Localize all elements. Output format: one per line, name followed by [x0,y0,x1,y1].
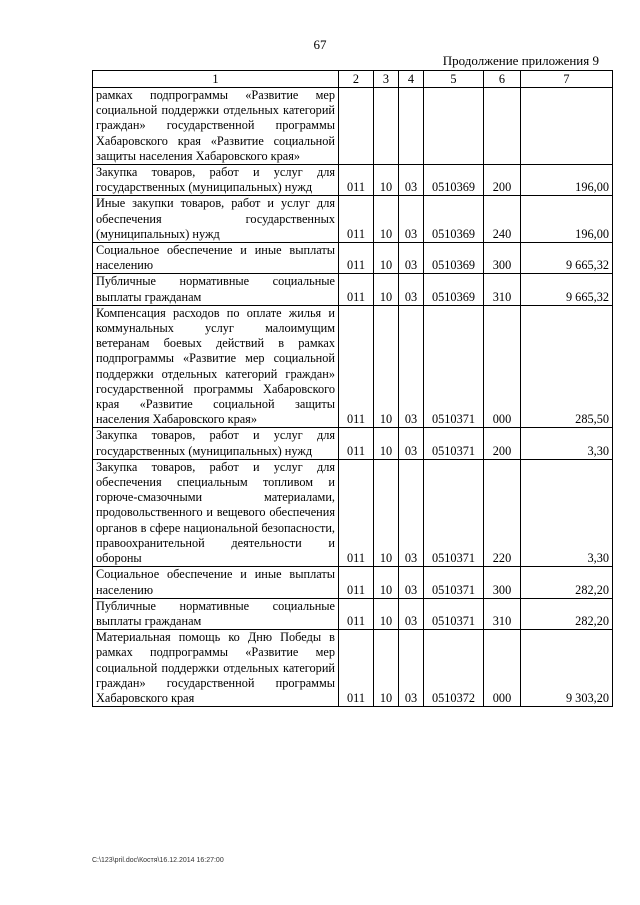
amount-cell: 282,20 [521,567,613,598]
section-code-cell: 10 [374,428,399,459]
section-code-cell: 10 [374,305,399,428]
expense-type-cell: 000 [484,630,521,707]
expense-name-cell: рамках подпрограммы «Развитие мер социальной поддержки отдельных категорий граждан» государственной программы Хабаровского края «Развитие социальной защиты населения Хабаровского края» [93,88,339,165]
column-header: 3 [374,71,399,88]
expense-name-cell: Иные закупки товаров, работ и услуг для обеспечения государственных (муниципальных) нужд [93,196,339,243]
expense-type-cell: 240 [484,196,521,243]
expense-type-cell: 220 [484,459,521,566]
ministry-code-cell: 011 [339,567,374,598]
expense-name-cell: Социальное обеспечение и иные выплаты населению [93,243,339,274]
table-row [93,567,613,598]
subsection-code-cell: 03 [399,274,424,305]
subsection-code-cell [399,88,424,165]
ministry-code-cell: 011 [339,305,374,428]
subsection-code-cell: 03 [399,598,424,629]
table-row [93,630,613,707]
table-row [93,165,613,196]
table-header-row [93,71,613,88]
table-row [93,88,613,165]
target-article-cell: 0510371 [424,598,484,629]
table-row [93,459,613,566]
ministry-code-cell: 011 [339,459,374,566]
table-body [93,88,613,707]
target-article-cell: 0510371 [424,305,484,428]
expense-name-cell: Компенсация расходов по оплате жилья и коммунальных услуг малоимущим ветеранам боевых действий в рамках подпрограммы «Развитие мер социальной поддержки отдельных категорий граждан» государственной программы Хабаровского края «Развитие социальной защиты населения Хабаровского края» [93,305,339,428]
column-header: 5 [424,71,484,88]
subsection-code-cell: 03 [399,305,424,428]
column-header: 7 [521,71,613,88]
table-row [93,243,613,274]
amount-cell: 285,50 [521,305,613,428]
target-article-cell: 0510369 [424,274,484,305]
amount-cell: 196,00 [521,196,613,243]
ministry-code-cell: 011 [339,196,374,243]
expense-type-cell: 310 [484,274,521,305]
section-code-cell: 10 [374,598,399,629]
table-row [93,598,613,629]
expense-type-cell: 200 [484,165,521,196]
expense-name-cell: Социальное обеспечение и иные выплаты населению [93,567,339,598]
column-header: 6 [484,71,521,88]
section-code-cell: 10 [374,459,399,566]
ministry-code-cell: 011 [339,598,374,629]
section-code-cell [374,88,399,165]
expense-type-cell: 310 [484,598,521,629]
column-header: 4 [399,71,424,88]
page-number: 67 [313,37,327,52]
file-path-footer: C:\123\pril.doc\Костя\16.12.2014 16:27:00 [92,857,224,864]
expense-name-cell: Материальная помощь ко Дню Победы в рамках подпрограммы «Развитие мер социальной поддержки отдельных категорий граждан» государственной программы Хабаровского края [93,630,339,707]
expense-type-cell [484,88,521,165]
ministry-code-cell: 011 [339,165,374,196]
column-header: 1 [93,71,339,88]
expense-name-cell: Закупка товаров, работ и услуг для государственных (муниципальных) нужд [93,165,339,196]
ministry-code-cell: 011 [339,274,374,305]
expense-type-cell: 000 [484,305,521,428]
appendix-continuation-label: Продолжение приложения 9 [442,53,599,68]
subsection-code-cell: 03 [399,630,424,707]
amount-cell: 9 665,32 [521,243,613,274]
target-article-cell: 0510371 [424,459,484,566]
expense-name-cell: Закупка товаров, работ и услуг для обеспечения специальным топливом и горюче-смазочными материалами, продовольственного и вещевого обеспечения органов в сфере национальной безопасности, правоохранительной деятельности и обороны [93,459,339,566]
section-code-cell: 10 [374,567,399,598]
target-article-cell: 0510371 [424,567,484,598]
table-row [93,428,613,459]
target-article-cell: 0510369 [424,243,484,274]
target-article-cell: 0510369 [424,196,484,243]
amount-cell [521,88,613,165]
expense-name-cell: Публичные нормативные социальные выплаты гражданам [93,274,339,305]
expense-type-cell: 200 [484,428,521,459]
section-code-cell: 10 [374,630,399,707]
ministry-code-cell [339,88,374,165]
ministry-code-cell: 011 [339,428,374,459]
subsection-code-cell: 03 [399,165,424,196]
amount-cell: 196,00 [521,165,613,196]
subsection-code-cell: 03 [399,243,424,274]
target-article-cell [424,88,484,165]
amount-cell: 9 665,32 [521,274,613,305]
amount-cell: 3,30 [521,428,613,459]
section-code-cell: 10 [374,196,399,243]
target-article-cell: 0510369 [424,165,484,196]
amount-cell: 9 303,20 [521,630,613,707]
budget-table [92,70,613,707]
subsection-code-cell: 03 [399,459,424,566]
expense-type-cell: 300 [484,567,521,598]
column-header: 2 [339,71,374,88]
section-code-cell: 10 [374,274,399,305]
target-article-cell: 0510372 [424,630,484,707]
table-row [93,305,613,428]
table-row [93,196,613,243]
expense-name-cell: Публичные нормативные социальные выплаты гражданам [93,598,339,629]
subsection-code-cell: 03 [399,428,424,459]
amount-cell: 3,30 [521,459,613,566]
section-code-cell: 10 [374,243,399,274]
ministry-code-cell: 011 [339,630,374,707]
expense-name-cell: Закупка товаров, работ и услуг для государственных (муниципальных) нужд [93,428,339,459]
table-row [93,274,613,305]
expense-type-cell: 300 [484,243,521,274]
amount-cell: 282,20 [521,598,613,629]
subsection-code-cell: 03 [399,567,424,598]
subsection-code-cell: 03 [399,196,424,243]
target-article-cell: 0510371 [424,428,484,459]
ministry-code-cell: 011 [339,243,374,274]
section-code-cell: 10 [374,165,399,196]
